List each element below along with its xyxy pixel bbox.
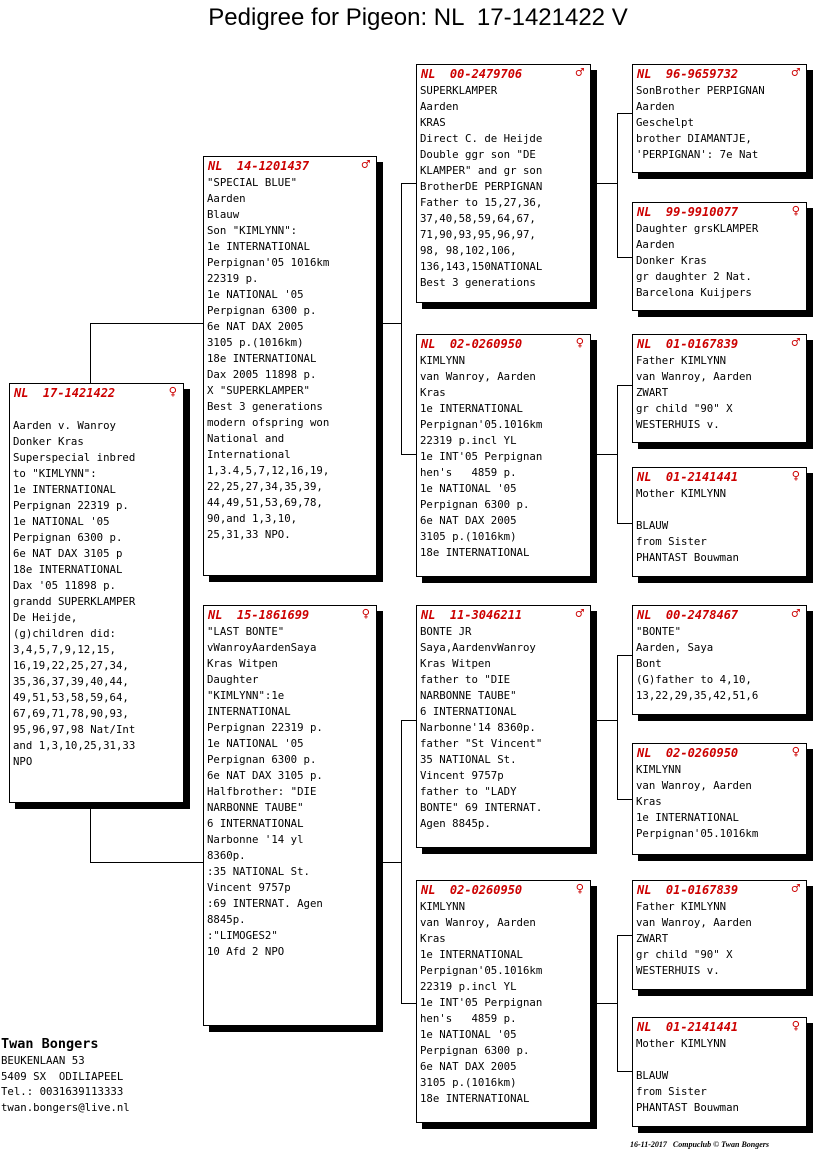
- footer-credit: 16-11-2017 Compuclub © Twan Bongers: [630, 1140, 770, 1149]
- pigeon-description: SonBrother PERPIGNAN Aarden Geschelpt brother DIAMANTJE, 'PERPIGNAN': 7e Nat: [636, 84, 765, 161]
- ring-number: NL 02-0260950 ♀: [421, 335, 584, 351]
- owner-block: [1, 1035, 130, 1115]
- pigeon-card-mmm: [632, 1017, 807, 1127]
- pigeon-card-mf: [416, 605, 591, 848]
- page-title: Pedigree for Pigeon: NL 17-1421422 V: [208, 4, 628, 31]
- pigeon-description: "BONTE" Aarden, Saya Bont (G)father to 4,10, 13,22,29,35,42,51,6: [636, 625, 759, 702]
- female-icon: ♀: [575, 335, 584, 351]
- pigeon-description: Mother KIMLYNN BLAUW from Sister PHANTAST Bouwman: [636, 487, 739, 564]
- pigeon-description: KIMLYNN van Wanroy, Aarden Kras 1e INTERNATIONAL Perpignan'05.1016km 22319 p.incl YL 1e INT'05 Perpignan hen's 4859 p. 1e NATIONAL '05 Perpignan 6300 p. 6e NAT DAX 2005 3105 p.(1016km) 18e INTERNATIONAL: [420, 900, 543, 1105]
- pigeon-card-mff: [632, 605, 807, 715]
- pigeon-description: "LAST BONTE" vWanroyAardenSaya Kras Witpen Daughter "KIMLYNN":1e INTERNATIONAL Perpignan 22319 p. 1e NATIONAL '05 Perpignan 6300 p. 6e NAT DAX 3105 p. Halfbrother: "DIE NARBONNE TAUBE" 6 INTERNATIONAL Narbonne '14 yl 8360p. :35 NATIONAL St. Vincent 9757p :69 INTERNAT. Agen 8845p. :"LIMOGES2" 10 Afd 2 NPO: [207, 625, 323, 958]
- pigeon-description: Aarden v. Wanroy Donker Kras Superspecial inbred to "KIMLYNN": 1e INTERNATIONAL Perpignan 22319 p. 1e NATIONAL '05 Perpignan 6300 p. 6e NAT DAX 3105 p 18e INTERNATIONAL Dax '05 11898 p. grandd SUPERKLAMPER De Heijde, (g)children did: 3,4,5,7,9,12,15, 16,19,22,25,27,34, 35,36,37,39,40,44, 49,51,53,58,59,64, 67,69,71,78,90,93, 95,96,97,98 Nat/Int and 1,3,10,25,31,33 NPO: [13, 419, 136, 768]
- pigeon-card-mm: [416, 880, 591, 1123]
- ring-number: NL 01-0167839 ♂: [637, 335, 800, 351]
- female-icon: ♀: [791, 1018, 800, 1034]
- pigeon-card-fff: [632, 64, 807, 173]
- ring-number: NL 00-2479706 ♂: [421, 65, 584, 81]
- owner-name: Twan Bongers: [1, 1036, 99, 1052]
- pigeon-card-fmf: [632, 334, 807, 443]
- male-icon: ♂: [791, 65, 800, 81]
- pigeon-description: Father KIMLYNN van Wanroy, Aarden ZWART gr child "90" X WESTERHUIS v.: [636, 354, 752, 431]
- ring-number: NL 01-2141441 ♀: [637, 1018, 800, 1034]
- pigeon-card-subject: [9, 383, 184, 803]
- female-icon: ♀: [791, 468, 800, 484]
- pigeon-description: BONTE JR Saya,AardenvWanroy Kras Witpen father to "DIE NARBONNE TAUBE" 6 INTERNATIONAL Narbonne'14 8360p. father "St Vincent" 35 NATIONAL St. Vincent 9757p father to "LADY BONTE" 69 INTERNAT. Agen 8845p.: [420, 625, 543, 830]
- owner-address: BEUKENLAAN 53 5409 SX ODILIAPEEL Tel.: 0031639113333 twan.bongers@live.nl: [1, 1054, 130, 1114]
- male-icon: ♂: [791, 606, 800, 622]
- male-icon: ♂: [575, 606, 584, 622]
- pigeon-description: Daughter grsKLAMPER Aarden Donker Kras gr daughter 2 Nat. Barcelona Kuijpers: [636, 222, 759, 299]
- ring-number: NL 00-2478467 ♂: [637, 606, 800, 622]
- ring-number: NL 15-1861699 ♀: [208, 606, 370, 622]
- pigeon-card-father: [203, 156, 377, 576]
- pigeon-description: Father KIMLYNN van Wanroy, Aarden ZWART gr child "90" X WESTERHUIS v.: [636, 900, 752, 977]
- ring-number: NL 01-0167839 ♂: [637, 881, 800, 897]
- female-icon: ♀: [791, 203, 800, 219]
- ring-number: NL 96-9659732 ♂: [637, 65, 800, 81]
- ring-number: NL 02-0260950 ♀: [421, 881, 584, 897]
- ring-number: NL 11-3046211 ♂: [421, 606, 584, 622]
- pigeon-card-ffm: [632, 202, 807, 311]
- pigeon-card-mmf: [632, 880, 807, 990]
- ring-number: NL 14-1201437 ♂: [208, 157, 370, 173]
- pigeon-card-mfm: [632, 743, 807, 855]
- female-icon: ♀: [361, 606, 370, 622]
- male-icon: ♂: [361, 157, 370, 173]
- female-icon: ♀: [168, 384, 177, 400]
- pigeon-description: "SPECIAL BLUE" Aarden Blauw Son "KIMLYNN": 1e INTERNATIONAL Perpignan'05 1016km 22319 p. 1e NATIONAL '05 Perpignan 6300 p. 6e NAT DAX 2005 3105 p.(1016km) 18e INTERNATIONAL Dax 2005 11898 p. X "SUPERKLAMPER" Best 3 generations modern ofspring won National and International 1,3.4,5,7,12,16,19, 22,25,27,34,35,39, 44,49,51,53,69,78, 90,and 1,3,10, 25,31,33 NPO.: [207, 176, 330, 541]
- male-icon: ♂: [791, 335, 800, 351]
- pigeon-description: KIMLYNN van Wanroy, Aarden Kras 1e INTERNATIONAL Perpignan'05.1016km 22319 p.incl YL 1e INT'05 Perpignan hen's 4859 p. 1e NATIONAL '05 Perpignan 6300 p. 6e NAT DAX 2005 3105 p.(1016km) 18e INTERNATIONAL: [420, 354, 543, 559]
- pigeon-description: KIMLYNN van Wanroy, Aarden Kras 1e INTERNATIONAL Perpignan'05.1016km: [636, 763, 759, 840]
- male-icon: ♂: [791, 881, 800, 897]
- pigeon-card-fm: [416, 334, 591, 577]
- pigeon-description: SUPERKLAMPER Aarden KRAS Direct C. de Heijde Double ggr son "DE KLAMPER" and gr son BrotherDE PERPIGNAN Father to 15,27,36, 37,40,58,59,64,67, 71,90,93,95,96,97, 98, 98,102,106, 136,143,150NATIONAL Best 3 generations: [420, 84, 543, 289]
- ring-number: NL 99-9910077 ♀: [637, 203, 800, 219]
- pigeon-card-fmm: [632, 467, 807, 577]
- ring-number: NL 02-0260950 ♀: [637, 744, 800, 760]
- pigeon-description: Mother KIMLYNN BLAUW from Sister PHANTAST Bouwman: [636, 1037, 739, 1114]
- ring-number: NL 01-2141441 ♀: [637, 468, 800, 484]
- pigeon-card-mother: [203, 605, 377, 1026]
- male-icon: ♂: [575, 65, 584, 81]
- pigeon-card-ff: [416, 64, 591, 303]
- ring-number: NL 17-1421422 ♀: [14, 384, 177, 400]
- female-icon: ♀: [791, 744, 800, 760]
- female-icon: ♀: [575, 881, 584, 897]
